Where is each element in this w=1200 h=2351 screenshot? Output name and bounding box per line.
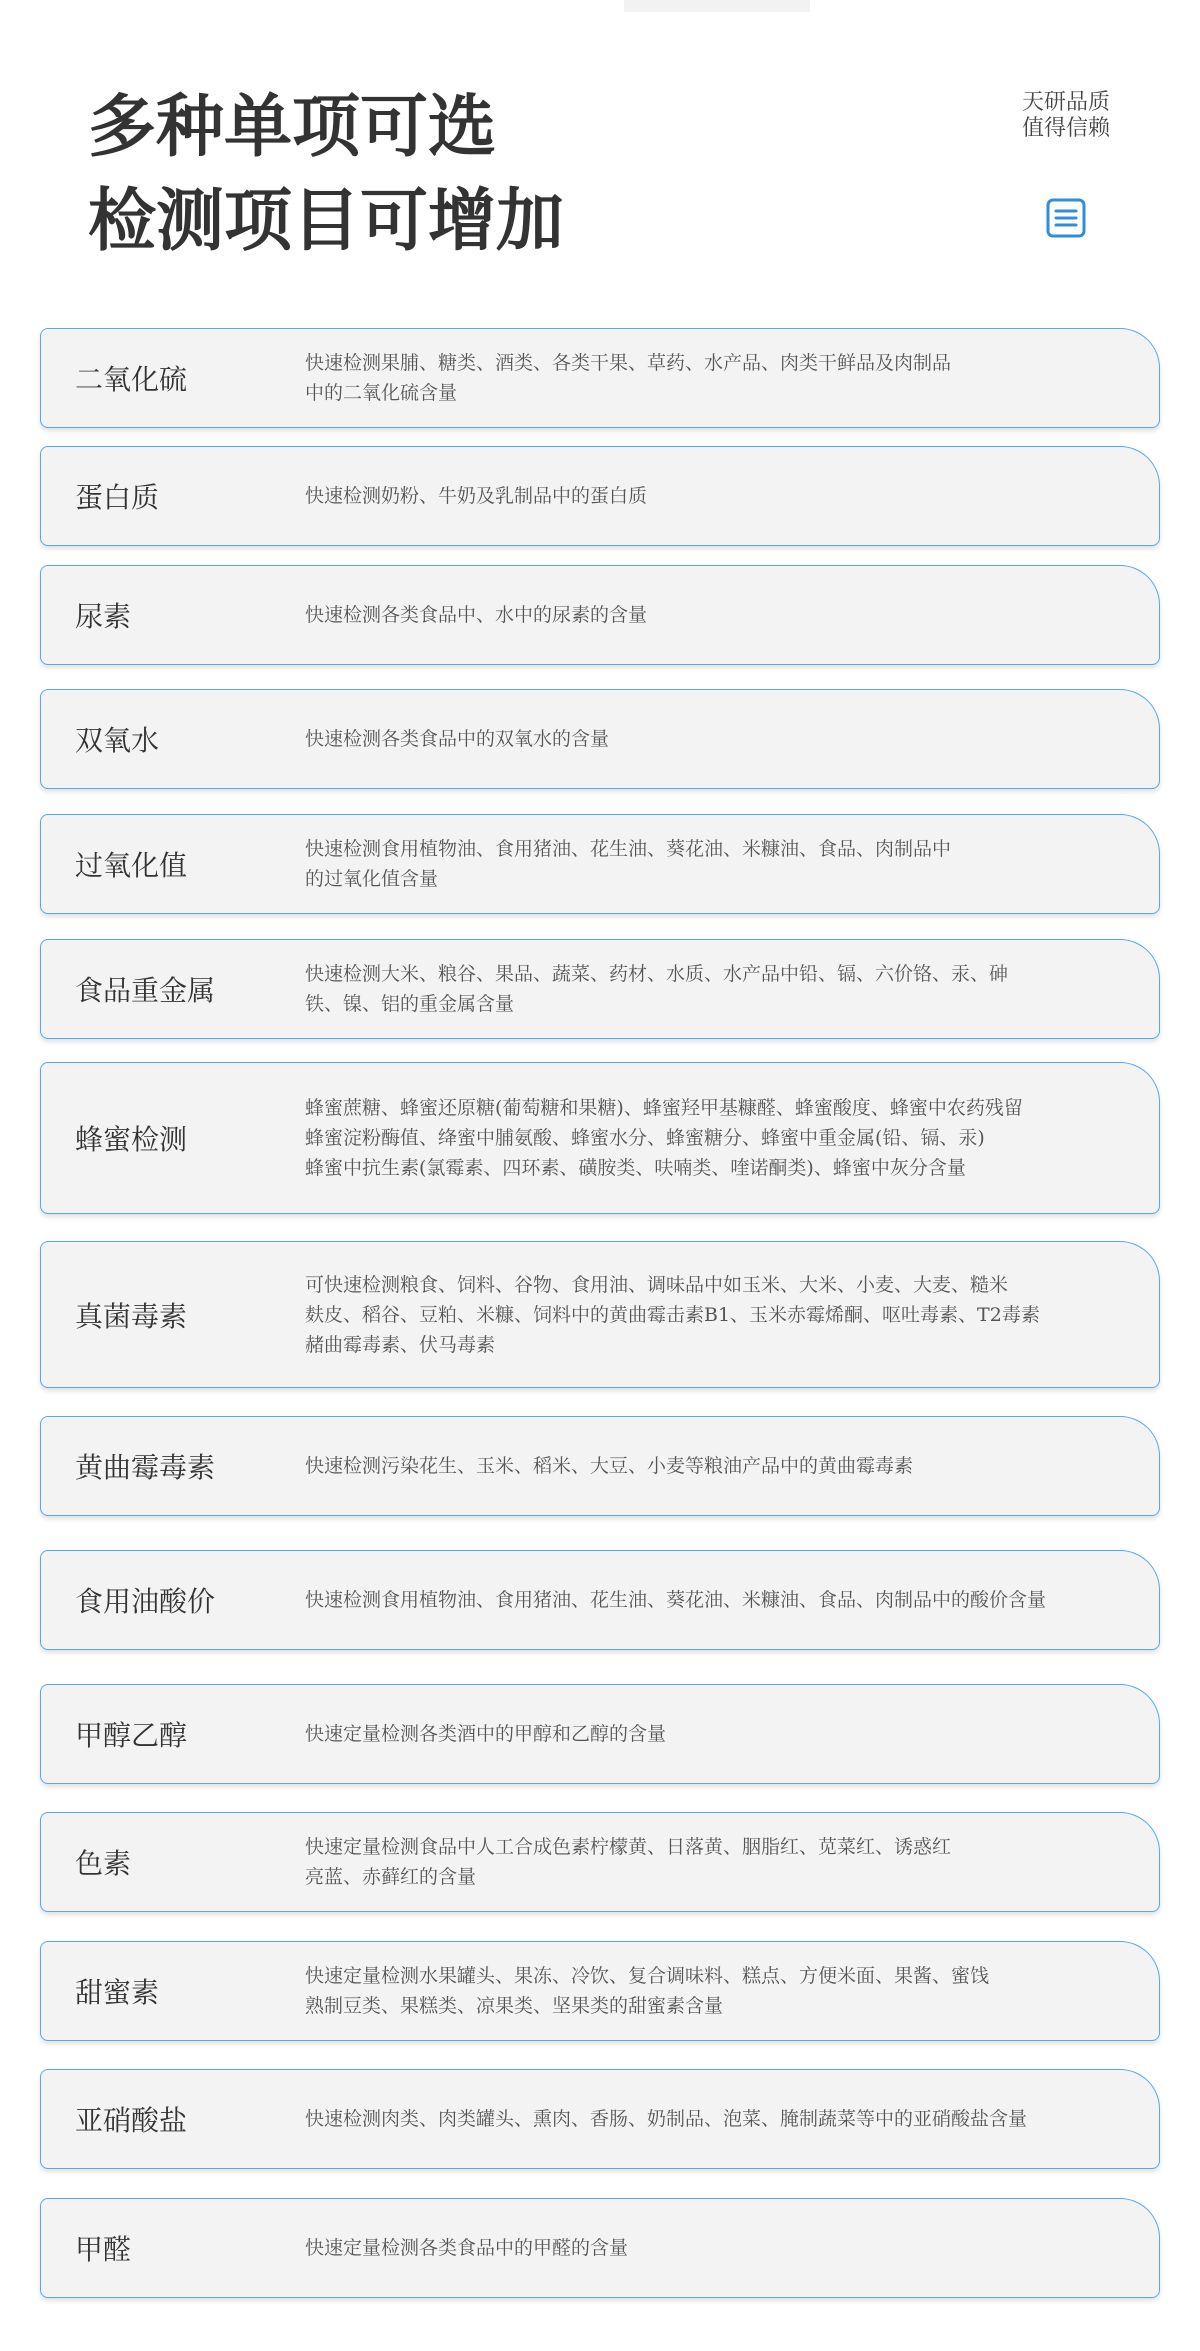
item-description-line: 快速检测污染花生、玉米、稻米、大豆、小麦等粮油产品中的黄曲霉毒素 <box>305 1455 914 1477</box>
item-description <box>305 348 1135 408</box>
item-name: 双氧水 <box>75 724 160 757</box>
item-name: 甜蜜素 <box>75 1976 160 2009</box>
test-item-sulfur-dioxide[interactable] <box>40 328 1160 428</box>
item-description-line: 快速检测果脯、糖类、酒类、各类干果、草药、水产品、肉类干鲜品及肉制品 <box>305 352 952 374</box>
item-description <box>305 724 1135 754</box>
item-description <box>305 1451 1135 1481</box>
test-item-peroxide-value[interactable] <box>40 814 1160 914</box>
item-description <box>305 959 1135 1019</box>
test-item-pigments[interactable] <box>40 1812 1160 1912</box>
headline-line-2: 检测项目可增加 <box>88 181 565 261</box>
test-item-honey[interactable] <box>40 1062 1160 1214</box>
item-description-line: 亮蓝、赤藓红的含量 <box>305 1866 477 1888</box>
item-description-line: 熟制豆类、果糕类、凉果类、坚果类的甜蜜素含量 <box>305 1995 724 2017</box>
item-description-line: 可快速检测粮食、饲料、谷物、食用油、调味品中如玉米、大米、小麦、大麦、糙米 <box>305 1273 1009 1296</box>
item-description-line: 快速检测奶粉、牛奶及乳制品中的蛋白质 <box>305 485 648 507</box>
item-description <box>305 1585 1135 1615</box>
test-item-oil-acid-value[interactable] <box>40 1550 1160 1650</box>
headline-line-1: 多种单项可选 <box>88 87 497 167</box>
item-name: 黄曲霉毒素 <box>75 1451 216 1484</box>
tagline-line-2: 值得信赖 <box>1022 116 1111 141</box>
item-description-line: 中的二氧化硫含量 <box>305 382 458 404</box>
item-name: 真菌毒素 <box>75 1299 188 1333</box>
item-description-line: 快速检测大米、粮谷、果品、蔬菜、药材、水质、水产品中铅、镉、六价铬、汞、砷 <box>305 963 1009 985</box>
item-description-line: 蜂蜜中抗生素(氯霉素、四环素、磺胺类、呋喃类、喹诺酮类)、蜂蜜中灰分含量 <box>305 1157 966 1179</box>
test-item-formaldehyde[interactable] <box>40 2198 1160 2298</box>
item-description <box>305 2104 1135 2134</box>
test-item-urea[interactable] <box>40 565 1160 665</box>
test-item-heavy-metals[interactable] <box>40 939 1160 1039</box>
item-description-line: 快速检测肉类、肉类罐头、熏肉、香肠、奶制品、泡菜、腌制蔬菜等中的亚硝酸盐含量 <box>305 2108 1028 2130</box>
item-description <box>305 1093 1135 1183</box>
item-description-line: 赭曲霉毒素、伏马毒素 <box>305 1333 496 1356</box>
item-description-line: 蜂蜜淀粉酶值、绛蜜中脯氨酸、蜂蜜水分、蜂蜜糖分、蜂蜜中重金属(铅、镉、汞) <box>305 1127 985 1149</box>
item-description <box>305 2233 1135 2263</box>
item-description <box>305 1719 1135 1749</box>
item-description-line: 快速定量检测食品中人工合成色素柠檬黄、日落黄、胭脂红、苋菜红、诱惑红 <box>305 1836 952 1858</box>
test-item-methanol-ethanol[interactable] <box>40 1684 1160 1784</box>
item-description-line: 蜂蜜蔗糖、蜂蜜还原糖(葡萄糖和果糖)、蜂蜜羟甲基糠醛、蜂蜜酸度、蜂蜜中农药残留 <box>305 1097 1023 1119</box>
item-name: 食用油酸价 <box>75 1585 216 1618</box>
test-item-cyclamate[interactable] <box>40 1941 1160 2041</box>
item-name: 二氧化硫 <box>75 363 188 396</box>
item-description <box>305 834 1135 894</box>
test-item-mycotoxins[interactable] <box>40 1241 1160 1388</box>
test-item-nitrite[interactable] <box>40 2069 1160 2169</box>
tagline-line-1: 天研品质 <box>1022 90 1111 115</box>
item-name: 食品重金属 <box>75 974 216 1007</box>
item-description-line: 快速定量检测水果罐头、果冻、冷饮、复合调味料、糕点、方便米面、果酱、蜜饯 <box>305 1965 990 1987</box>
item-description-line: 麸皮、稻谷、豆粕、米糠、饲料中的黄曲霉击素B1、玉米赤霉烯酮、呕吐毒素、T2毒素 <box>305 1303 1040 1326</box>
test-item-protein[interactable] <box>40 446 1160 546</box>
item-description <box>305 1832 1135 1892</box>
item-description <box>305 481 1135 511</box>
item-name: 甲醇乙醇 <box>75 1719 188 1752</box>
item-name: 尿素 <box>75 600 132 633</box>
item-description-line: 铁、镍、铝的重金属含量 <box>305 993 515 1015</box>
item-description <box>305 1270 1135 1360</box>
item-description-line: 快速检测各类食品中、水中的尿素的含量 <box>305 604 648 626</box>
item-name: 色素 <box>75 1847 132 1880</box>
item-name: 蛋白质 <box>75 481 160 514</box>
item-name: 过氧化值 <box>75 849 188 882</box>
item-description <box>305 1961 1135 2021</box>
item-description-line: 快速检测各类食品中的双氧水的含量 <box>305 728 610 750</box>
item-name: 甲醛 <box>75 2233 132 2266</box>
item-description <box>305 600 1135 630</box>
item-description-line: 快速定量检测各类食品中的甲醛的含量 <box>305 2237 629 2259</box>
item-description-line: 快速定量检测各类酒中的甲醇和乙醇的含量 <box>305 1723 667 1745</box>
item-description-line: 的过氧化值含量 <box>305 868 439 890</box>
test-item-aflatoxin[interactable] <box>40 1416 1160 1516</box>
item-description-line: 快速检测食用植物油、食用猪油、花生油、葵花油、米糠油、食品、肉制品中 <box>305 838 952 860</box>
item-name: 蜂蜜检测 <box>75 1123 188 1156</box>
test-item-hydrogen-peroxide[interactable] <box>40 689 1160 789</box>
test-item-list <box>40 0 1160 2351</box>
item-name: 亚硝酸盐 <box>75 2104 188 2137</box>
item-description-line: 快速检测食用植物油、食用猪油、花生油、葵花油、米糠油、食品、肉制品中的酸价含量 <box>305 1589 1047 1611</box>
